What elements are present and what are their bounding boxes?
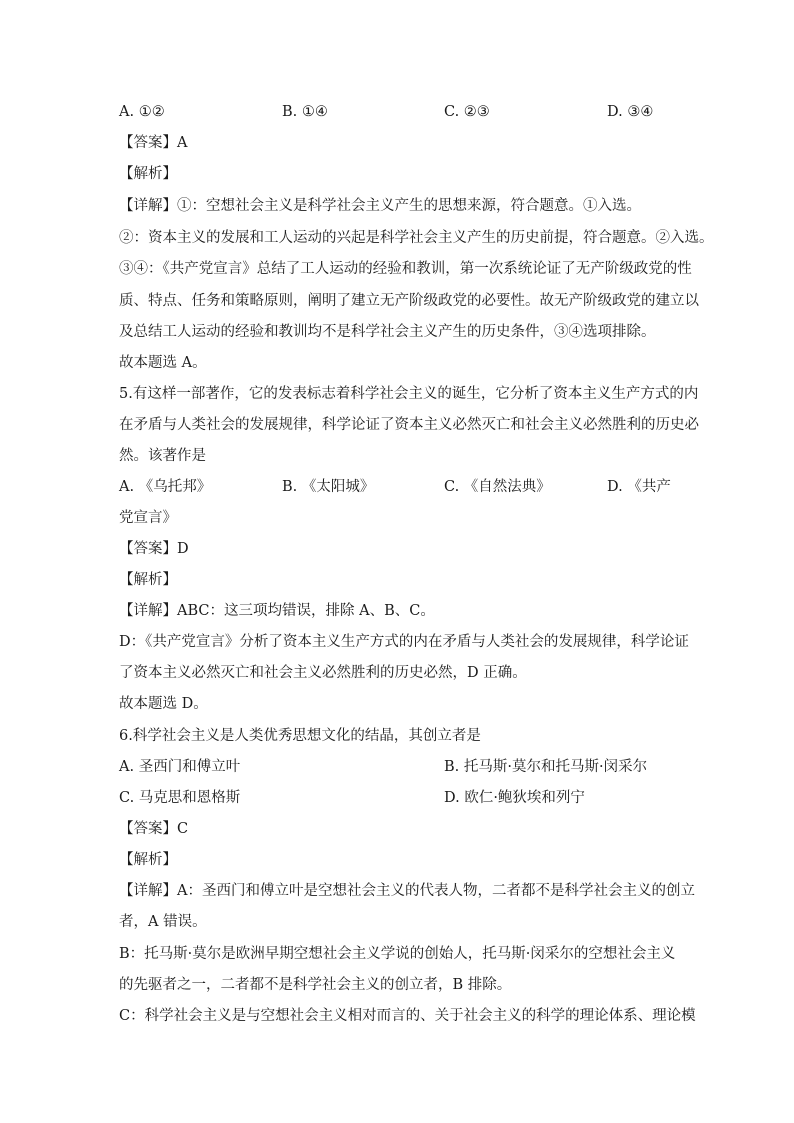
q6-analysis-heading: 【解析】 — [119, 852, 177, 868]
q4-detail-line-4: 质、特点、任务和策略原则，阐明了建立无产阶级政党的必要性。故无产阶级政党的建立以 — [119, 293, 699, 309]
q6-option-b: B. 托马斯·莫尔和托马斯·闵采尔 — [444, 759, 648, 775]
q5-answer: 【答案】D — [119, 541, 189, 557]
q4-detail-line-5: 及总结工人运动的经验和教训均不是科学社会主义产生的历史条件，③④选项排除。 — [119, 324, 656, 340]
q5-conclusion: 故本题选 D。 — [119, 696, 208, 712]
q4-option-d: D. ③④ — [607, 104, 654, 120]
q4-options — [119, 102, 679, 122]
q6-options-row-2 — [119, 788, 679, 808]
q4-answer: 【答案】A — [119, 135, 188, 151]
q4-detail-line-3: ③④：《共产党宣言》总结了工人运动的经验和教训，第一次系统论证了无产阶级政党的性 — [119, 261, 692, 277]
q5-option-c: C. 《自然法典》 — [444, 479, 551, 495]
q6-answer: 【答案】C — [119, 821, 189, 837]
q5-stem-line-3: 然。该著作是 — [119, 448, 206, 464]
q5-stem-line-2: 在矛盾与人类社会的发展规律，科学论证了资本主义必然灭亡和社会主义必然胜利的历史必 — [119, 417, 699, 433]
q4-conclusion: 故本题选 A。 — [119, 355, 207, 371]
q6-detail-line-2: 者，A 错误。 — [119, 914, 207, 930]
q5-option-d-wrap: 党宣言》 — [119, 510, 177, 526]
q5-detail-line-2: D：《共产党宣言》分析了资本主义生产方式的内在矛盾与人类社会的发展规律，科学论证 — [119, 634, 689, 650]
q6-stem: 6.科学社会主义是人类优秀思想文化的结晶，其创立者是 — [119, 728, 481, 744]
q6-detail-line-3: B：托马斯·莫尔是欧洲早期空想社会主义学说的创始人，托马斯·闵采尔的空想社会主义 — [119, 946, 676, 962]
q6-option-d: D. 欧仁·鲍狄埃和列宁 — [444, 790, 585, 806]
q4-option-a: A. ①② — [119, 104, 165, 120]
q5-option-b: B. 《太阳城》 — [282, 479, 375, 495]
q5-detail-line-3: 了资本主义必然灭亡和社会主义必然胜利的历史必然，D 正确。 — [119, 665, 527, 681]
q5-option-d: D. 《共产 — [607, 479, 671, 495]
q6-option-c: C. 马克思和恩格斯 — [119, 790, 241, 806]
q4-option-c: C. ②③ — [444, 104, 490, 120]
q4-detail-line-2: ②：资本主义的发展和工人运动的兴起是科学社会主义产生的历史前提，符合题意。②入选。 — [119, 230, 714, 246]
q4-analysis-heading: 【解析】 — [119, 166, 177, 182]
q5-detail-line-1: 【详解】ABC：这三项均错误，排除 A、B、C。 — [119, 603, 435, 619]
q5-analysis-heading: 【解析】 — [119, 572, 177, 588]
q6-detail-line-5: C：科学社会主义是与空想社会主义相对而言的、关于社会主义的科学的理论体系、理论模 — [119, 1008, 696, 1024]
q5-stem-line-1: 5.有这样一部著作，它的发表标志着科学社会主义的诞生，它分析了资本主义生产方式的内 — [119, 386, 699, 402]
q6-options-row-1 — [119, 757, 679, 777]
q4-detail-line-1: 【详解】①：空想社会主义是科学社会主义产生的思想来源，符合题意。①入选。 — [119, 198, 641, 214]
q4-option-b: B. ①④ — [282, 104, 328, 120]
q6-detail-line-1: 【详解】A：圣西门和傅立叶是空想社会主义的代表人物，二者都不是科学社会主义的创立 — [119, 883, 695, 899]
q6-detail-line-4: 的先驱者之一，二者都不是科学社会主义的创立者，B 排除。 — [119, 977, 512, 993]
q6-option-a: A. 圣西门和傅立叶 — [119, 759, 241, 775]
q5-options — [119, 477, 679, 497]
q5-option-a: A. 《乌托邦》 — [119, 479, 212, 495]
